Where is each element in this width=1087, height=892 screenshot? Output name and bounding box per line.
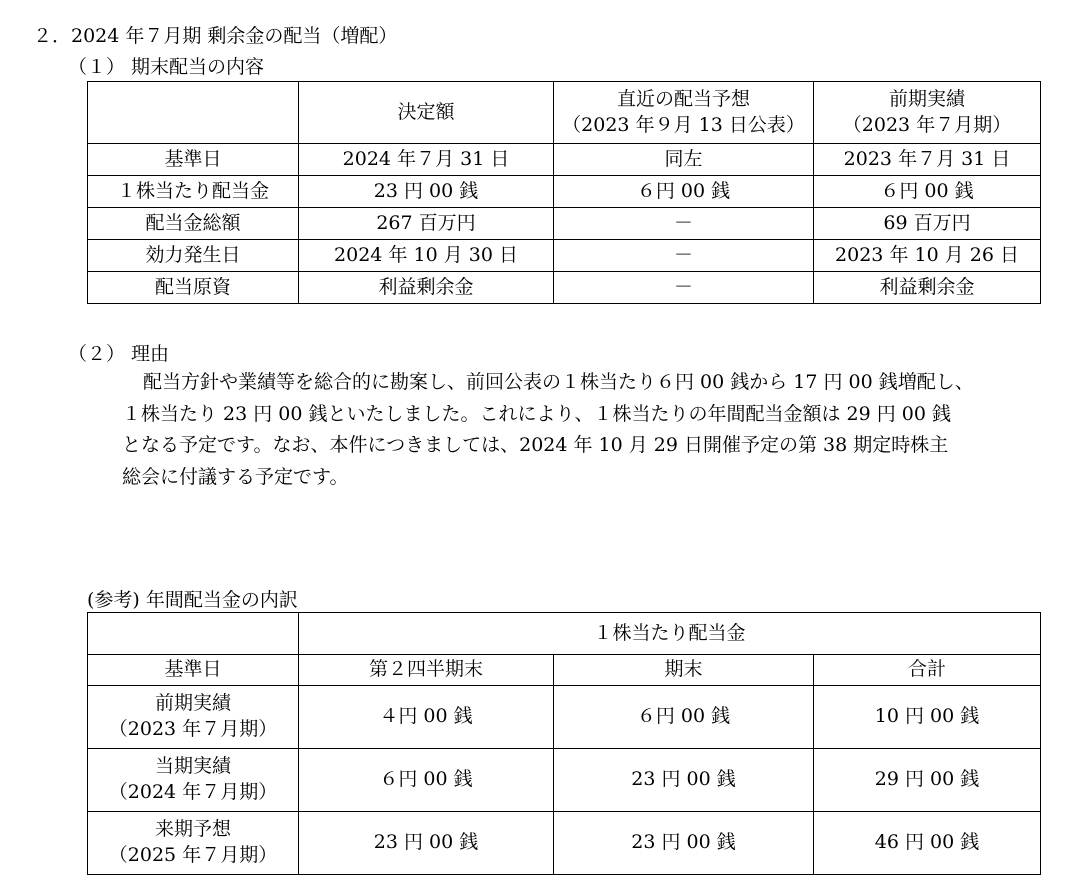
- table-cell: ４円 00 銭: [299, 686, 554, 749]
- table-cell: 267 百万円: [299, 208, 554, 240]
- row-label-period: （2023 年７月期）: [108, 718, 278, 740]
- table-header-row: [88, 82, 1041, 144]
- header-previous-results-period: （2023 年７月期）: [842, 113, 1012, 136]
- table-cell: 23 円 00 銭: [554, 812, 814, 875]
- table-cell: 23 円 00 銭: [299, 812, 554, 875]
- header-blank-cell: [88, 82, 299, 144]
- reason-paragraph: [122, 367, 1072, 493]
- table-cell: －: [554, 208, 814, 240]
- header-latest-forecast: [554, 82, 814, 144]
- table-header-row: [88, 655, 1041, 686]
- row-label: [88, 812, 299, 875]
- table-row: [88, 240, 1041, 272]
- table-cell: ６円 00 銭: [299, 749, 554, 812]
- table-row: [88, 144, 1041, 176]
- table-cell: 23 円 00 銭: [554, 749, 814, 812]
- row-label: 配当金総額: [88, 208, 299, 240]
- row-label: １株当たり配当金: [88, 176, 299, 208]
- header-second-quarter-end: 第２四半期末: [299, 655, 554, 686]
- row-label-title: 前期実績: [154, 692, 231, 715]
- header-previous-results: [814, 82, 1041, 144]
- table-cell: ６円 00 銭: [554, 176, 814, 208]
- subsection-heading-contents: （１） 期末配当の内容: [68, 56, 265, 78]
- reason-line: １株当たり 23 円 00 銭といたしました。これにより、１株当たりの年間配当金額は 29 円 00 銭: [122, 402, 952, 425]
- row-label-title: 当期実績: [154, 755, 231, 778]
- header-record-date: 基準日: [88, 655, 299, 686]
- row-label-period: （2025 年７月期）: [108, 844, 278, 866]
- table-cell: 69 百万円: [814, 208, 1041, 240]
- header-fiscal-year-end: 期末: [554, 655, 814, 686]
- table-cell: 10 円 00 銭: [814, 686, 1041, 749]
- reason-line: となる予定です。なお、本件につきましては、2024 年 10 月 29 日開催予定の第 38 期定時株主: [122, 434, 949, 456]
- dividend-table: [87, 81, 1041, 304]
- header-decided-amount: 決定額: [299, 82, 554, 144]
- reason-line: 配当方針や業績等を総合的に勘案し、前回公表の１株当たり６円 00 銭から 17 円 00 銭増配し、: [143, 371, 974, 393]
- table-row: [88, 272, 1041, 304]
- section-heading: ２．2024 年７月期 剰余金の配当（増配）: [33, 25, 398, 47]
- table-cell: ６円 00 銭: [554, 686, 814, 749]
- table-cell: －: [554, 240, 814, 272]
- reference-heading: (参考) 年間配当金の内訳: [87, 589, 298, 611]
- header-blank-cell: [88, 613, 299, 655]
- row-label-title: 来期予想: [154, 818, 231, 841]
- table-row: [88, 176, 1041, 208]
- header-dividend-per-share: １株当たり配当金: [299, 613, 1041, 655]
- table-cell: 2023 年 10 月 26 日: [814, 240, 1041, 272]
- table-row: [88, 749, 1041, 812]
- table-cell: 23 円 00 銭: [299, 176, 554, 208]
- table-row: [88, 208, 1041, 240]
- header-latest-forecast-date: （2023 年９月 13 日公表）: [562, 113, 805, 136]
- subsection-heading-reason: （２） 理由: [68, 343, 170, 365]
- header-previous-results-title: 前期実績: [888, 87, 965, 110]
- table-cell: 2024 年７月 31 日: [299, 144, 554, 176]
- row-label: [88, 749, 299, 812]
- table-row: [88, 686, 1041, 749]
- table-cell: 29 円 00 銭: [814, 749, 1041, 812]
- table-cell: 利益剰余金: [299, 272, 554, 304]
- table-cell: －: [554, 272, 814, 304]
- annual-dividend-table: [87, 612, 1041, 875]
- row-label-period: （2024 年７月期）: [108, 781, 278, 803]
- table-cell: 46 円 00 銭: [814, 812, 1041, 875]
- table-cell: 利益剰余金: [814, 272, 1041, 304]
- table-row: [88, 812, 1041, 875]
- header-latest-forecast-title: 直近の配当予想: [616, 87, 750, 110]
- row-label: [88, 686, 299, 749]
- table-cell: 2024 年 10 月 30 日: [299, 240, 554, 272]
- table-cell: 同左: [554, 144, 814, 176]
- row-label: 効力発生日: [88, 240, 299, 272]
- header-total: 合計: [814, 655, 1041, 686]
- table-cell: ６円 00 銭: [814, 176, 1041, 208]
- reason-line: 総会に付議する予定です。: [122, 465, 349, 488]
- row-label: 基準日: [88, 144, 299, 176]
- row-label: 配当原資: [88, 272, 299, 304]
- table-group-header-row: [88, 613, 1041, 655]
- table-cell: 2023 年７月 31 日: [814, 144, 1041, 176]
